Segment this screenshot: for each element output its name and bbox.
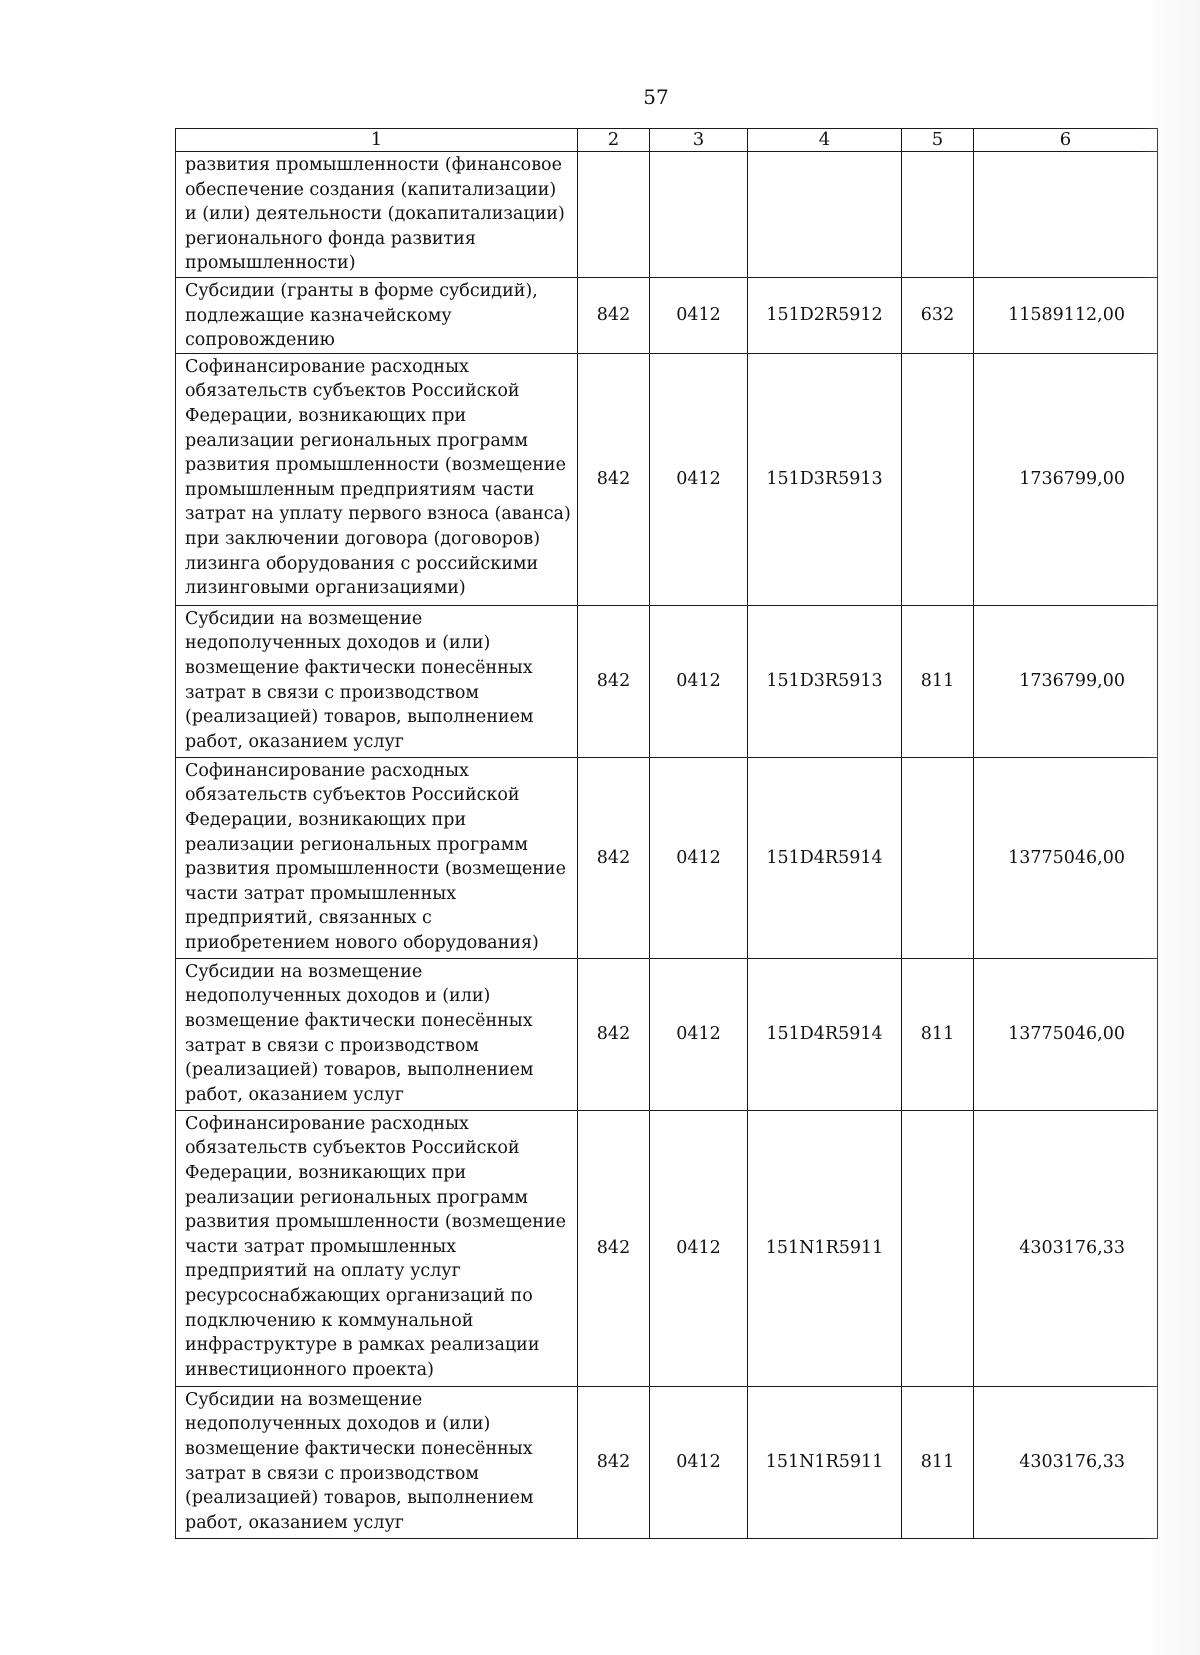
table-row [176,1386,1158,1538]
header-cell: 3 [650,129,748,152]
row-cell-5: 811 [902,1386,974,1538]
row-cell-2 [578,152,650,278]
header-cell: 2 [578,129,650,152]
row-cell-2: 842 [578,605,650,757]
row-description: Субсидии на возмещение недополученных доходов и (или) возмещение фактически понесённых затрат в связи с производством (реализацией) товаров, выполнением работ, оказанием услуг [176,605,578,757]
table-row [176,757,1158,958]
row-cell-4: 151D4R5914 [748,757,902,958]
row-description: Софинансирование расходных обязательств субъектов Российской Федерации, возникающих при реализации региональных программ развития промышленности (возмещение части затрат промышленных предприятий на оплату услуг ресурсоснабжающих организаций по подключению к коммунальной инфраструктуре в рамках реализации инвестиционного проекта) [176,1110,578,1386]
row-description: Субсидии на возмещение недополученных доходов и (или) возмещение фактически понесённых затрат в связи с производством (реализацией) товаров, выполнением работ, оказанием услуг [176,958,578,1110]
row-cell-2: 842 [578,1110,650,1386]
table-row [176,1110,1158,1386]
row-cell-6: 4303176,33 [974,1110,1158,1386]
row-cell-4: 151N1R5911 [748,1110,902,1386]
header-cell: 6 [974,129,1158,152]
row-description: Софинансирование расходных обязательств субъектов Российской Федерации, возникающих при реализации региональных программ развития промышленности (возмещение части затрат промышленных предприятий, связанных с приобретением нового оборудования) [176,757,578,958]
header-cell: 1 [176,129,578,152]
row-cell-4: 151D2R5912 [748,278,902,354]
row-cell-5: 632 [902,278,974,354]
header-cell: 4 [748,129,902,152]
row-cell-6: 1736799,00 [974,353,1158,605]
row-cell-5: 811 [902,958,974,1110]
row-cell-5 [902,1110,974,1386]
row-description: развития промышленности (финансовое обеспечение создания (капитализации) и (или) деятельности (докапитализации) регионального фонда развития промышленности) [176,152,578,278]
scan-edge-shading [1140,0,1200,1655]
table-row [176,605,1158,757]
row-cell-3: 0412 [650,958,748,1110]
row-cell-3: 0412 [650,605,748,757]
row-cell-4: 151D3R5913 [748,605,902,757]
row-cell-6: 11589112,00 [974,278,1158,354]
row-cell-6 [974,152,1158,278]
row-description: Субсидии на возмещение недополученных доходов и (или) возмещение фактически понесённых затрат в связи с производством (реализацией) товаров, выполнением работ, оказанием услуг [176,1386,578,1538]
row-cell-6: 13775046,00 [974,958,1158,1110]
row-cell-2: 842 [578,353,650,605]
row-cell-5 [902,757,974,958]
row-cell-5 [902,152,974,278]
row-cell-5: 811 [902,605,974,757]
row-cell-3: 0412 [650,1110,748,1386]
row-cell-3 [650,152,748,278]
row-cell-2: 842 [578,278,650,354]
table-row [176,958,1158,1110]
row-cell-3: 0412 [650,1386,748,1538]
header-cell: 5 [902,129,974,152]
row-cell-3: 0412 [650,757,748,958]
row-cell-5 [902,353,974,605]
table-row [176,152,1158,278]
table-header-row [176,129,1158,152]
row-cell-6: 13775046,00 [974,757,1158,958]
table-row [176,278,1158,354]
row-cell-4: 151N1R5911 [748,1386,902,1538]
row-cell-2: 842 [578,958,650,1110]
row-description: Софинансирование расходных обязательств субъектов Российской Федерации, возникающих при реализации региональных программ развития промышленности (возмещение промышленным предприятиям части затрат на уплату первого взноса (аванса) при заключении договора (договоров) лизинга оборудования с российскими лизинговыми организациями) [176,353,578,605]
row-cell-6: 4303176,33 [974,1386,1158,1538]
row-cell-4: 151D4R5914 [748,958,902,1110]
row-cell-6: 1736799,00 [974,605,1158,757]
row-description: Субсидии (гранты в форме субсидий), подлежащие казначейскому сопровождению [176,278,578,354]
row-cell-4 [748,152,902,278]
row-cell-3: 0412 [650,353,748,605]
row-cell-2: 842 [578,757,650,958]
row-cell-4: 151D3R5913 [748,353,902,605]
row-cell-2: 842 [578,1386,650,1538]
budget-table [175,128,1158,1539]
page-number: 57 [643,85,669,109]
table-row [176,353,1158,605]
row-cell-3: 0412 [650,278,748,354]
